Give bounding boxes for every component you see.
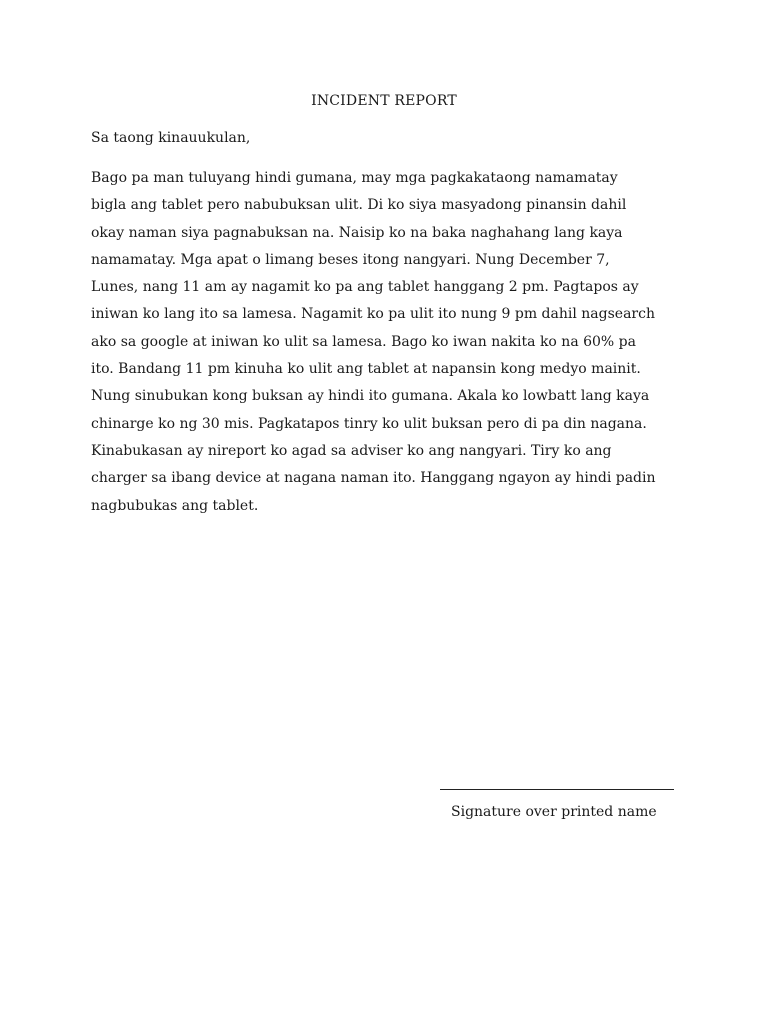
body-line: Kinabukasan ay nireport ko agad sa adviser ko ang nangyari. Tiry ko ang (91, 442, 612, 459)
body-line: namamatay. Mga apat o limang beses itong nangyari. Nung December 7, (91, 251, 610, 268)
body-line: iniwan ko lang ito sa lamesa. Nagamit ko pa ulit ito nung 9 pm dahil nagsearch (91, 306, 655, 323)
body-line: bigla ang tablet pero nabubuksan ulit. Di ko siya masyadong pinansin dahil (91, 197, 627, 214)
signature-line (440, 789, 674, 790)
body-line: Nung sinubukan kong buksan ay hindi ito gumana. Akala ko lowbatt lang kaya (91, 388, 650, 405)
body-line: ako sa google at iniwan ko ulit sa lamesa. Bago ko iwan nakita ko na 60% pa (91, 333, 636, 350)
document-title: INCIDENT REPORT (311, 93, 457, 109)
body-line: chinarge ko ng 30 mis. Pagkatapos tinry ko ulit buksan pero di pa din nagana. (91, 415, 647, 432)
body-line: nagbubukas ang tablet. (91, 497, 259, 514)
body-line: Lunes, nang 11 am ay nagamit ko pa ang tablet hanggang 2 pm. Pagtapos ay (91, 279, 639, 296)
report-body (91, 168, 691, 523)
body-line: ito. Bandang 11 pm kinuha ko ulit ang tablet at napansin kong medyo mainit. (91, 361, 641, 378)
body-line: okay naman siya pagnabuksan na. Naisip ko na baka naghahang lang kaya (91, 224, 623, 241)
signature-label: Signature over printed name (451, 804, 657, 820)
body-line: charger sa ibang device at nagana naman ito. Hanggang ngayon ay hindi padin (91, 470, 656, 487)
salutation: Sa taong kinauukulan, (91, 130, 251, 146)
body-line: Bago pa man tuluyang hindi gumana, may mga pagkakataong namamatay (91, 170, 618, 186)
